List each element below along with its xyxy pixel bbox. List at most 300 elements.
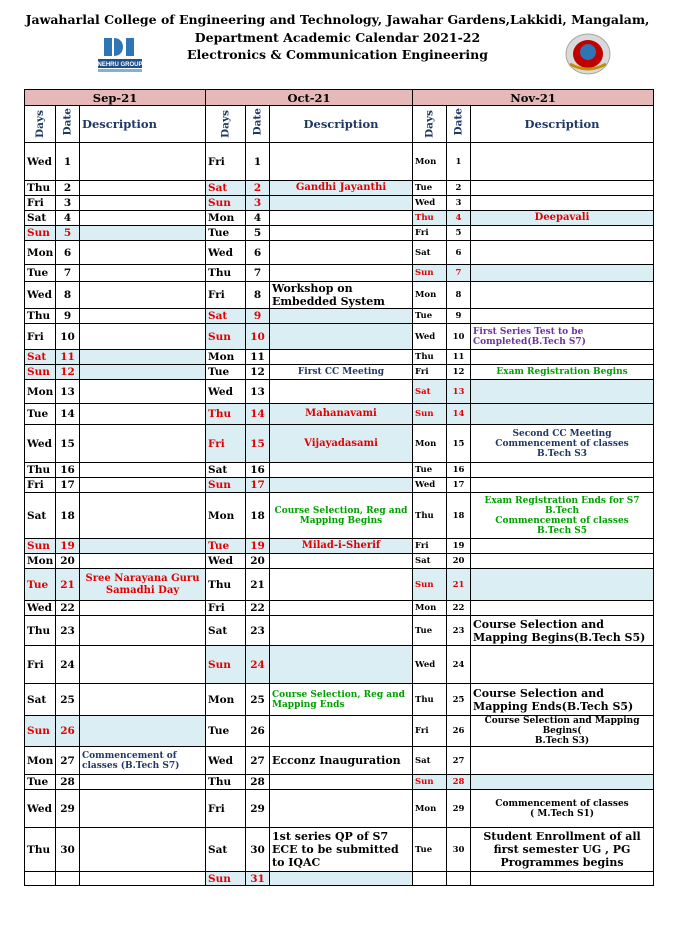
date-cell: 30 <box>56 828 80 872</box>
day-cell: Thu <box>413 350 447 365</box>
date-cell: 19 <box>56 539 80 554</box>
date-cell: 3 <box>246 196 270 211</box>
date-cell: 30 <box>447 828 471 872</box>
date-cell: 21 <box>447 569 471 601</box>
day-cell: Fri <box>25 324 56 350</box>
description-cell <box>270 616 413 646</box>
calendar-row <box>25 775 654 790</box>
days-column-header: Days <box>413 106 447 143</box>
description-cell <box>471 143 654 181</box>
day-cell: Wed <box>206 554 246 569</box>
day-cell: Mon <box>25 747 56 775</box>
date-cell: 4 <box>246 211 270 226</box>
days-column-header: Days <box>206 106 246 143</box>
day-cell: Mon <box>206 211 246 226</box>
date-cell: 7 <box>246 265 270 282</box>
date-cell: 11 <box>447 350 471 365</box>
date-cell: 18 <box>447 493 471 539</box>
description-cell <box>80 265 206 282</box>
date-cell: 17 <box>246 478 270 493</box>
description-cell <box>270 350 413 365</box>
calendar-row <box>25 196 654 211</box>
description-cell <box>80 828 206 872</box>
day-cell: Tue <box>206 226 246 241</box>
calendar-row <box>25 716 654 747</box>
day-cell: Sun <box>413 775 447 790</box>
date-cell: 13 <box>447 380 471 404</box>
date-cell: 5 <box>246 226 270 241</box>
date-cell: 25 <box>246 684 270 716</box>
description-cell: Milad-i-Sherif <box>270 539 413 554</box>
date-column-header: Date <box>447 106 471 143</box>
day-cell: Mon <box>413 601 447 616</box>
calendar-row <box>25 226 654 241</box>
date-cell: 29 <box>246 790 270 828</box>
date-cell: 7 <box>56 265 80 282</box>
date-cell: 8 <box>56 282 80 309</box>
day-cell: Thu <box>413 211 447 226</box>
description-cell: Exam Registration Ends for S7 B.Tech Commencement of classes B.Tech S5 <box>471 493 654 539</box>
date-cell: 25 <box>447 684 471 716</box>
description-cell: Commencement of classes ( M.Tech S1) <box>471 790 654 828</box>
day-cell: Tue <box>206 716 246 747</box>
calendar-row <box>25 616 654 646</box>
day-cell: Sat <box>206 828 246 872</box>
description-cell <box>471 478 654 493</box>
day-cell: Tue <box>413 616 447 646</box>
nehru-group-logo <box>92 34 148 74</box>
description-cell <box>80 309 206 324</box>
description-cell <box>80 181 206 196</box>
academic-calendar-table <box>24 89 654 886</box>
date-cell: 18 <box>56 493 80 539</box>
calendar-row <box>25 790 654 828</box>
day-cell: Sun <box>413 404 447 425</box>
date-cell: 28 <box>447 775 471 790</box>
description-cell <box>471 775 654 790</box>
description-cell: Exam Registration Begins <box>471 365 654 380</box>
day-cell: Fri <box>206 601 246 616</box>
day-cell: Tue <box>413 181 447 196</box>
calendar-row <box>25 569 654 601</box>
date-cell: 15 <box>246 425 270 463</box>
date-cell: 24 <box>56 646 80 684</box>
calendar-row <box>25 828 654 872</box>
description-cell <box>80 616 206 646</box>
date-cell: 7 <box>447 265 471 282</box>
description-cell <box>471 265 654 282</box>
day-cell: Mon <box>206 350 246 365</box>
date-cell: 26 <box>56 716 80 747</box>
date-cell: 17 <box>56 478 80 493</box>
day-cell: Fri <box>413 716 447 747</box>
date-cell: 22 <box>246 601 270 616</box>
day-cell: Sun <box>25 365 56 380</box>
day-cell: Fri <box>25 646 56 684</box>
day-cell <box>413 872 447 886</box>
date-cell <box>447 872 471 886</box>
day-cell: Fri <box>206 425 246 463</box>
date-cell: 19 <box>447 539 471 554</box>
calendar-row <box>25 478 654 493</box>
description-cell <box>270 463 413 478</box>
description-cell <box>80 478 206 493</box>
day-cell: Sat <box>413 241 447 265</box>
description-cell <box>80 790 206 828</box>
calendar-row <box>25 181 654 196</box>
date-cell: 10 <box>56 324 80 350</box>
day-cell: Sat <box>25 211 56 226</box>
day-cell: Wed <box>206 241 246 265</box>
date-cell: 16 <box>56 463 80 478</box>
description-cell <box>471 196 654 211</box>
description-cell: Course Selection and Mapping Begins(B.Tech S5) <box>471 616 654 646</box>
date-cell: 6 <box>56 241 80 265</box>
description-cell <box>471 309 654 324</box>
description-cell: Gandhi Jayanthi <box>270 181 413 196</box>
description-cell <box>471 463 654 478</box>
day-cell: Sun <box>206 646 246 684</box>
calendar-title: Department Academic Calendar 2021-22 <box>194 30 481 45</box>
day-cell: Sat <box>25 350 56 365</box>
calendar-row <box>25 646 654 684</box>
description-cell <box>80 365 206 380</box>
date-cell: 23 <box>56 616 80 646</box>
description-cell <box>270 196 413 211</box>
date-cell <box>56 872 80 886</box>
description-cell <box>471 404 654 425</box>
description-cell <box>471 380 654 404</box>
description-cell <box>471 554 654 569</box>
day-cell: Wed <box>413 324 447 350</box>
date-cell: 14 <box>56 404 80 425</box>
description-cell <box>471 181 654 196</box>
day-cell: Tue <box>413 309 447 324</box>
date-cell: 17 <box>447 478 471 493</box>
day-cell: Thu <box>206 404 246 425</box>
day-cell: Wed <box>25 143 56 181</box>
description-cell <box>80 404 206 425</box>
day-cell: Wed <box>25 601 56 616</box>
day-cell: Mon <box>206 684 246 716</box>
calendar-row <box>25 265 654 282</box>
date-cell: 5 <box>447 226 471 241</box>
date-cell: 9 <box>56 309 80 324</box>
description-cell: Course Selection and Mapping Begins( B.Tech S3) <box>471 716 654 747</box>
description-cell <box>471 747 654 775</box>
description-cell <box>471 539 654 554</box>
description-cell <box>80 350 206 365</box>
day-cell: Sat <box>206 616 246 646</box>
date-cell: 21 <box>56 569 80 601</box>
description-cell <box>80 684 206 716</box>
description-cell: Ecconz Inauguration <box>270 747 413 775</box>
day-cell: Fri <box>206 143 246 181</box>
day-cell: Wed <box>25 790 56 828</box>
description-cell: Sree Narayana Guru Samadhi Day <box>80 569 206 601</box>
description-cell <box>471 241 654 265</box>
description-cell <box>270 143 413 181</box>
date-cell: 10 <box>447 324 471 350</box>
date-cell: 11 <box>246 350 270 365</box>
date-cell: 14 <box>246 404 270 425</box>
date-cell: 9 <box>447 309 471 324</box>
description-cell <box>270 554 413 569</box>
day-cell: Wed <box>206 747 246 775</box>
day-cell: Mon <box>25 380 56 404</box>
date-cell: 30 <box>246 828 270 872</box>
description-cell <box>80 646 206 684</box>
description-cell <box>270 716 413 747</box>
date-cell: 27 <box>447 747 471 775</box>
description-cell: Student Enrollment of all first semester UG , PG Programmes begins <box>471 828 654 872</box>
calendar-row <box>25 404 654 425</box>
day-cell: Fri <box>413 226 447 241</box>
calendar-row <box>25 365 654 380</box>
date-cell: 12 <box>246 365 270 380</box>
day-cell: Wed <box>206 380 246 404</box>
calendar-row <box>25 380 654 404</box>
day-cell: Tue <box>25 265 56 282</box>
description-cell <box>80 716 206 747</box>
description-cell <box>471 872 654 886</box>
day-cell: Thu <box>25 463 56 478</box>
description-cell: First Series Test to be Completed(B.Tech S7) <box>471 324 654 350</box>
calendar-row <box>25 350 654 365</box>
date-cell: 29 <box>56 790 80 828</box>
day-cell: Tue <box>206 365 246 380</box>
date-cell: 12 <box>447 365 471 380</box>
day-cell: Wed <box>25 282 56 309</box>
date-cell: 8 <box>447 282 471 309</box>
day-cell: Thu <box>413 684 447 716</box>
description-cell <box>270 775 413 790</box>
date-cell: 15 <box>56 425 80 463</box>
day-cell: Sat <box>206 463 246 478</box>
college-emblem-logo <box>564 32 612 76</box>
day-cell: Wed <box>413 196 447 211</box>
day-cell: Sun <box>413 569 447 601</box>
calendar-row <box>25 554 654 569</box>
date-cell: 20 <box>246 554 270 569</box>
day-cell: Wed <box>25 425 56 463</box>
day-cell: Wed <box>413 478 447 493</box>
description-cell <box>270 569 413 601</box>
date-cell: 12 <box>56 365 80 380</box>
description-cell <box>270 309 413 324</box>
date-cell: 9 <box>246 309 270 324</box>
date-cell: 27 <box>56 747 80 775</box>
description-cell <box>80 425 206 463</box>
calendar-row <box>25 539 654 554</box>
description-cell <box>80 539 206 554</box>
date-cell: 10 <box>246 324 270 350</box>
description-cell: Mahanavami <box>270 404 413 425</box>
calendar-row <box>25 282 654 309</box>
date-cell: 21 <box>246 569 270 601</box>
description-cell <box>80 282 206 309</box>
date-cell: 26 <box>246 716 270 747</box>
date-cell: 26 <box>447 716 471 747</box>
calendar-row <box>25 324 654 350</box>
description-cell: Workshop on Embedded System <box>270 282 413 309</box>
date-cell: 2 <box>447 181 471 196</box>
description-cell <box>471 569 654 601</box>
date-cell: 13 <box>246 380 270 404</box>
calendar-row <box>25 684 654 716</box>
date-cell: 27 <box>246 747 270 775</box>
description-column-header: Description <box>270 106 413 143</box>
date-cell: 25 <box>56 684 80 716</box>
description-cell <box>80 493 206 539</box>
date-cell: 6 <box>447 241 471 265</box>
date-cell: 8 <box>246 282 270 309</box>
description-cell <box>80 601 206 616</box>
date-cell: 3 <box>447 196 471 211</box>
calendar-row <box>25 872 654 886</box>
day-cell: Fri <box>413 365 447 380</box>
date-cell: 18 <box>246 493 270 539</box>
day-cell: Thu <box>206 775 246 790</box>
calendar-row <box>25 309 654 324</box>
description-cell <box>270 478 413 493</box>
days-column-header: Days <box>25 106 56 143</box>
day-cell: Mon <box>25 241 56 265</box>
day-cell: Thu <box>25 616 56 646</box>
day-cell: Wed <box>413 646 447 684</box>
description-cell <box>270 324 413 350</box>
date-cell: 29 <box>447 790 471 828</box>
day-cell: Sun <box>206 872 246 886</box>
day-cell: Sun <box>25 226 56 241</box>
day-cell: Sun <box>206 324 246 350</box>
description-cell <box>471 350 654 365</box>
description-column-header: Description <box>471 106 654 143</box>
calendar-row <box>25 425 654 463</box>
description-cell <box>80 241 206 265</box>
date-cell: 28 <box>56 775 80 790</box>
month-header-nov: Nov-21 <box>413 90 654 106</box>
date-cell: 23 <box>246 616 270 646</box>
description-cell: 1st series QP of S7 ECE to be submitted to IQAC <box>270 828 413 872</box>
day-cell: Mon <box>413 790 447 828</box>
description-cell: Course Selection, Reg and Mapping Ends <box>270 684 413 716</box>
description-cell <box>270 872 413 886</box>
date-cell: 16 <box>246 463 270 478</box>
date-cell: 15 <box>447 425 471 463</box>
calendar-row <box>25 241 654 265</box>
calendar-row <box>25 747 654 775</box>
day-cell: Fri <box>206 790 246 828</box>
day-cell: Sat <box>413 380 447 404</box>
day-cell: Sat <box>413 554 447 569</box>
logo-text: NEHRU GROUP <box>97 62 143 68</box>
day-cell: Tue <box>25 404 56 425</box>
date-cell: 6 <box>246 241 270 265</box>
date-cell: 28 <box>246 775 270 790</box>
day-cell: Sun <box>206 196 246 211</box>
date-cell: 1 <box>56 143 80 181</box>
day-cell: Mon <box>413 425 447 463</box>
day-cell: Thu <box>206 569 246 601</box>
date-cell: 3 <box>56 196 80 211</box>
calendar-row <box>25 493 654 539</box>
day-cell: Tue <box>413 463 447 478</box>
description-cell <box>80 226 206 241</box>
description-cell <box>270 226 413 241</box>
description-cell: Deepavali <box>471 211 654 226</box>
day-cell: Thu <box>25 828 56 872</box>
college-name: Jawaharlal College of Engineering and Technology, Jawahar Gardens,Lakkidi, Mangalam, <box>25 12 650 27</box>
date-column-header: Date <box>246 106 270 143</box>
description-cell: First CC Meeting <box>270 365 413 380</box>
date-cell: 24 <box>246 646 270 684</box>
description-cell: Vijayadasami <box>270 425 413 463</box>
day-cell: Sun <box>413 265 447 282</box>
day-cell: Tue <box>25 569 56 601</box>
date-cell: 14 <box>447 404 471 425</box>
description-cell <box>80 324 206 350</box>
department-name: Electronics & Communication Engineering <box>187 47 488 62</box>
description-cell <box>270 646 413 684</box>
day-cell: Thu <box>206 265 246 282</box>
day-cell: Sun <box>206 478 246 493</box>
day-cell: Fri <box>25 196 56 211</box>
calendar-row <box>25 463 654 478</box>
date-cell: 20 <box>56 554 80 569</box>
date-cell: 31 <box>246 872 270 886</box>
description-cell <box>471 646 654 684</box>
description-cell <box>270 241 413 265</box>
date-cell: 2 <box>56 181 80 196</box>
description-cell <box>80 143 206 181</box>
description-cell <box>80 380 206 404</box>
day-cell: Thu <box>25 181 56 196</box>
date-cell: 4 <box>447 211 471 226</box>
date-cell: 23 <box>447 616 471 646</box>
date-cell: 20 <box>447 554 471 569</box>
day-cell: Fri <box>25 478 56 493</box>
date-cell: 19 <box>246 539 270 554</box>
day-cell: Tue <box>206 539 246 554</box>
day-cell: Sat <box>413 747 447 775</box>
date-cell: 5 <box>56 226 80 241</box>
description-cell <box>80 872 206 886</box>
description-cell <box>80 775 206 790</box>
day-cell: Mon <box>413 282 447 309</box>
description-cell: Course Selection and Mapping Ends(B.Tech S5) <box>471 684 654 716</box>
date-cell: 13 <box>56 380 80 404</box>
date-cell: 22 <box>56 601 80 616</box>
day-cell: Sat <box>25 493 56 539</box>
description-cell: Commencement of classes (B.Tech S7) <box>80 747 206 775</box>
description-cell <box>471 226 654 241</box>
day-cell: Thu <box>413 493 447 539</box>
month-header-sep: Sep-21 <box>25 90 206 106</box>
day-cell: Tue <box>25 775 56 790</box>
day-cell: Fri <box>413 539 447 554</box>
day-cell: Sun <box>25 716 56 747</box>
date-cell: 24 <box>447 646 471 684</box>
date-cell: 11 <box>56 350 80 365</box>
description-cell: Course Selection, Reg and Mapping Begins <box>270 493 413 539</box>
description-cell <box>270 265 413 282</box>
description-cell <box>80 211 206 226</box>
day-cell: Sat <box>25 684 56 716</box>
description-cell <box>80 554 206 569</box>
description-cell: Second CC Meeting Commencement of classes B.Tech S3 <box>471 425 654 463</box>
description-cell <box>80 196 206 211</box>
